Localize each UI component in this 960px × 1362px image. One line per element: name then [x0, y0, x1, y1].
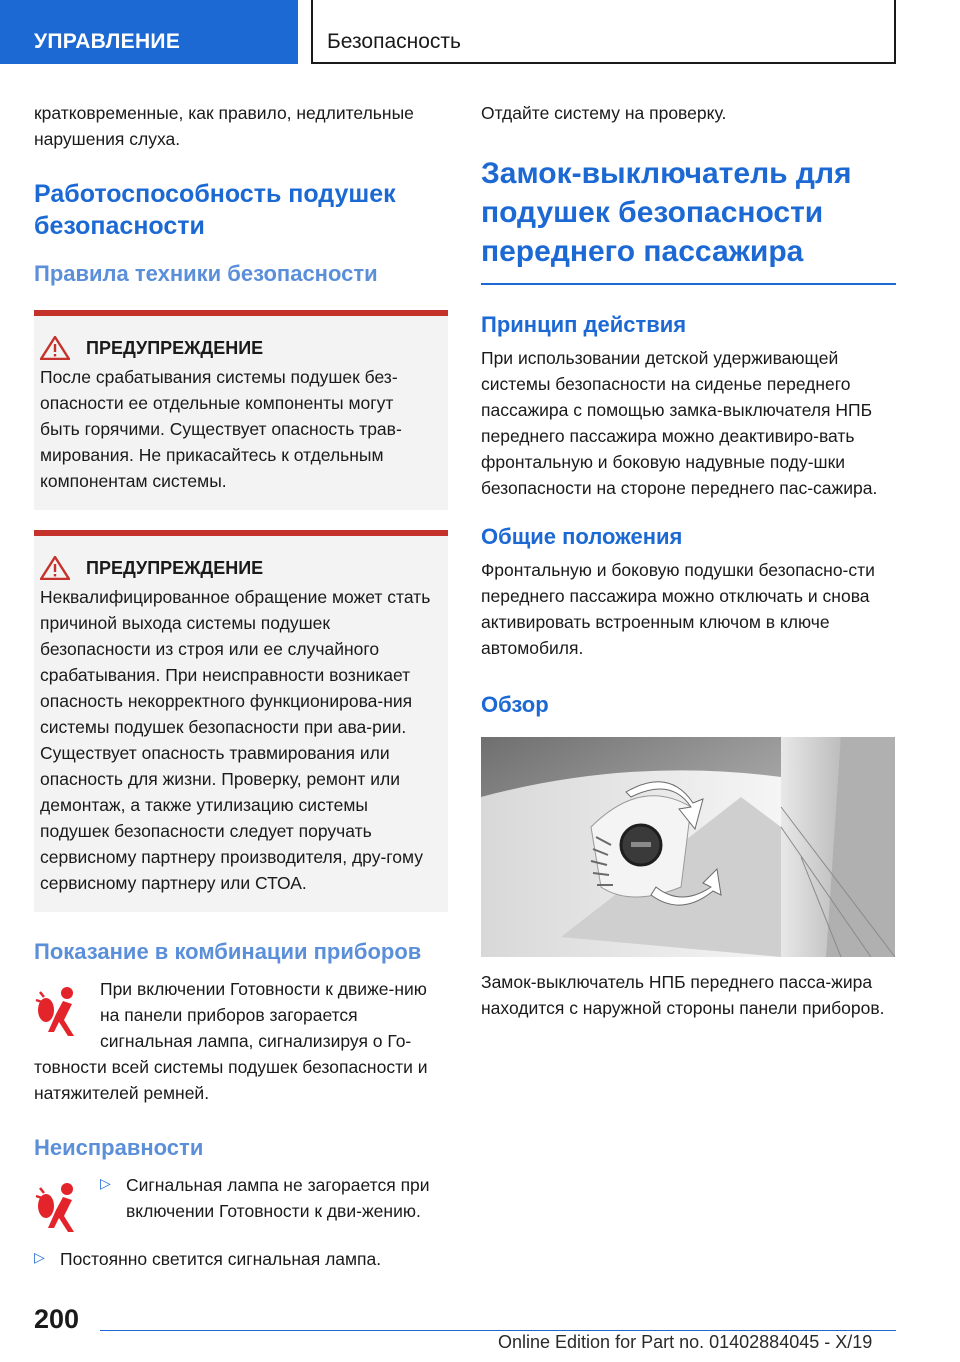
warning-triangle-icon — [40, 556, 70, 580]
heading-overview: Обзор — [481, 692, 549, 717]
right-column — [481, 100, 896, 1021]
heading-safety-rules: Правила техники безопасности — [34, 261, 378, 286]
principle-text: При использовании детской удерживающей системы безопасности на сиденье переднего пассажира с помощью замка-выключателя НПБ переднего пассажира можно деактивиро-вать фронтальную и боковую надувные поду-шки безопасности на стороне переднего пас-сажира. — [481, 348, 878, 498]
heading-airbag-function: Работоспособность подушек безопасности — [34, 180, 396, 240]
heading-principle: Принцип действия — [481, 312, 687, 337]
edition-note: Online Edition for Part no. 01402884045 - X/19 — [498, 1332, 873, 1352]
heading-passenger-airbag-switch: Замок-выключатель для подушек безопасности переднего пассажира — [481, 157, 852, 268]
heading-rule — [481, 283, 896, 285]
page-footer — [0, 1290, 960, 1362]
bullet-triangle-icon: ▷ — [34, 1249, 45, 1265]
heading-general: Общие положения — [481, 524, 683, 549]
section-tab: УПРАВЛЕНИЕ — [0, 0, 298, 64]
warning-text: Неквалифицированное обращение может стать причиной выхода системы подушек безопасности из строя или ее случайного срабатывания. При неисправности возникает опасность некорректного функционирова-ния системы подушек безопасности при ава-рии. Существует опасность травмирования или опасность для жизни. Проверку, ремонт или демонтаж, а также утилизацию системы подушек безопасности следует поручать сервисному партнеру производителя, дру-гому сервисному партнеру или СТОА. — [40, 587, 431, 893]
left-column — [34, 100, 448, 1272]
warning-box-1 — [34, 310, 448, 510]
intro-text: Отдайте систему на проверку. — [481, 103, 727, 123]
heading-faults: Неисправности — [34, 1135, 204, 1160]
bullet-triangle-icon: ▷ — [100, 1175, 111, 1191]
airbag-warning-lamp-icon — [34, 1180, 92, 1234]
general-text: Фронтальную и боковую подушки безопасно-сти переднего пассажира можно отключать и снова активировать встроенным ключом в ключе автомобиля. — [481, 560, 875, 658]
intro-text: кратковременные, как правило, недлительные нарушения слуха. — [34, 103, 414, 149]
display-text: При включении Готовности к движе-нию на панели приборов загорается сигнальная лампа, сигнализируя о Го-товности всей системы подушек безопасности и натяжителей ремней. — [34, 979, 428, 1103]
airbag-warning-lamp-icon — [34, 984, 92, 1038]
warning-triangle-icon — [40, 336, 70, 360]
warning-box-2 — [34, 530, 448, 912]
page-number: 200 — [34, 1304, 80, 1334]
footer-rule — [100, 1330, 896, 1331]
list-item: ▷ Сигнальная лампа не загорается при включении Готовности к дви-жению. — [100, 1172, 448, 1224]
airbag-switch-photo — [481, 737, 895, 957]
warning-title: ПРЕДУПРЕЖДЕНИЕ — [40, 556, 434, 580]
heading-instrument-display: Показание в комбинации приборов — [34, 939, 422, 964]
chapter-title: Безопасность — [311, 0, 896, 64]
photo-caption: Замок-выключатель НПБ переднего пасса-жира находится с наружной стороны панели приборов. — [481, 972, 885, 1018]
warning-title: ПРЕДУПРЕЖДЕНИЕ — [40, 336, 434, 360]
list-item: ▷ Постоянно светится сигнальная лампа. — [34, 1246, 448, 1272]
warning-text: После срабатывания системы подушек без-опасности ее отдельные компоненты могут быть горячими. Существует опасность трав-мирования. Не прикасайтесь к отдельным компонентам системы. — [40, 367, 402, 491]
